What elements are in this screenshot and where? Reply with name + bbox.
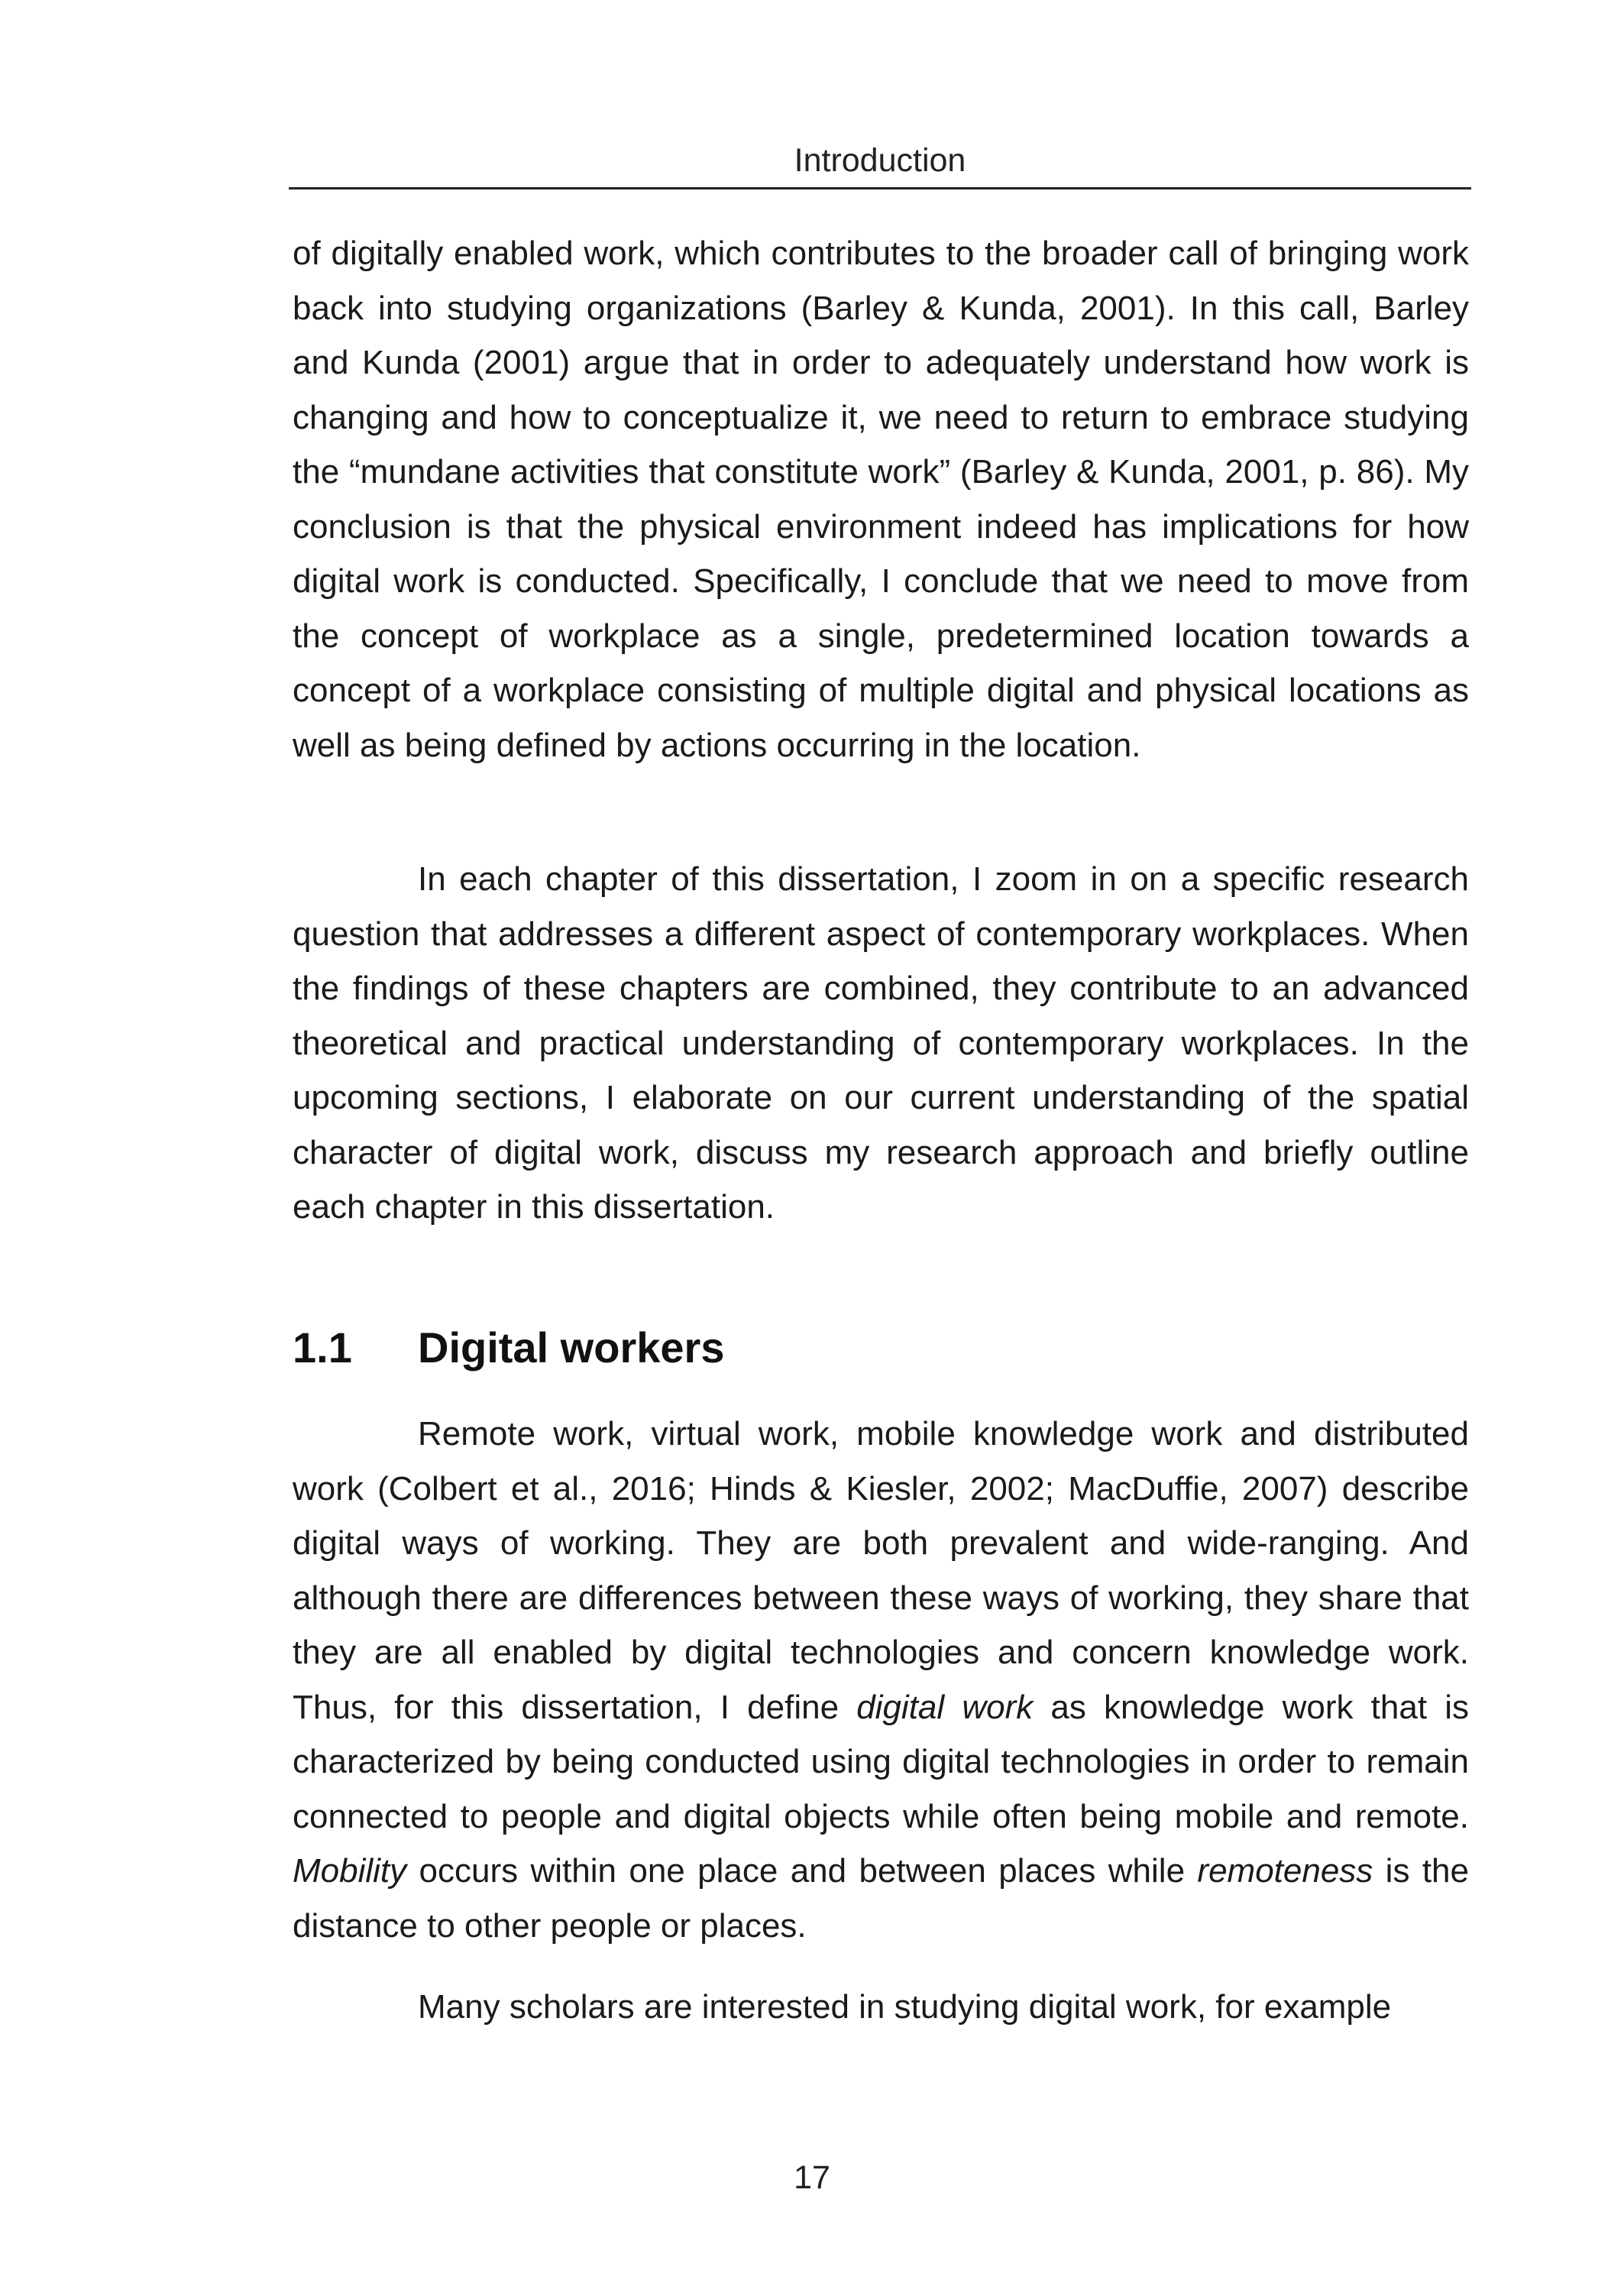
emphasized-term: Mobility bbox=[293, 1852, 407, 1890]
body-paragraph: Many scholars are interested in studying digital work, for example bbox=[418, 1988, 1392, 2026]
body-paragraph: In each chapter of this dissertation, I zoom in on a specific research question that addresses a different aspect of contemporary workplaces. When the findings of these chapters are combined, they contribute to an advanced theoretical and practical understanding of contemporary workplaces. In the upcoming sections, I elaborate on our current understanding of the spatial character of digital work, discuss my research approach and briefly outline each chapter in this dissertation. bbox=[293, 860, 1469, 1226]
emphasized-term: digital work bbox=[856, 1688, 1034, 1726]
section-number: 1.1 bbox=[293, 1323, 352, 1372]
running-header: Introduction bbox=[794, 142, 966, 179]
emphasized-term: remoteness bbox=[1197, 1852, 1373, 1890]
page-number: 17 bbox=[794, 2159, 830, 2196]
body-paragraph bbox=[293, 1407, 1469, 1953]
section-title: Digital workers bbox=[418, 1323, 725, 1372]
paragraph-text: as knowledge work that is characterized by being conducted using digital technologies in order to remain connected to people and digital objects while often being mobile and remote. bbox=[293, 1688, 1469, 1835]
header-divider bbox=[289, 187, 1471, 189]
paragraph-text: is the distance to other people or places. bbox=[293, 1852, 1469, 1945]
section-heading bbox=[293, 1317, 1469, 1378]
paragraph-text: Remote work, virtual work, mobile knowledge work and distributed work (Colbert et al., 2016; Hinds & Kiesler, 2002; MacDuffie, 2007) describe digital ways of working. They are both prevalent and wide-ranging. And although there are differences between these ways of working, they share that they are all enabled by digital technologies and concern knowledge work. Thus, for this dissertation, I define bbox=[293, 1415, 1469, 1726]
body-paragraph: of digitally enabled work, which contributes to the broader call of bringing work back into studying organizations (Barley & Kunda, 2001). In this call, Barley and Kunda (2001) argue that in order to adequately understand how work is changing and how to conceptualize it, we need to return to embrace studying the “mundane activities that constitute work” (Barley & Kunda, 2001, p. 86). My conclusion is that the physical environment indeed has implications for how digital work is conducted. Specifically, I conclude that we need to move from the concept of workplace as a single, predetermined location towards a concept of a workplace consisting of multiple digital and physical locations as well as being defined by actions occurring in the location. bbox=[293, 235, 1469, 764]
paragraph-text: occurs within one place and between places while bbox=[406, 1852, 1198, 1890]
